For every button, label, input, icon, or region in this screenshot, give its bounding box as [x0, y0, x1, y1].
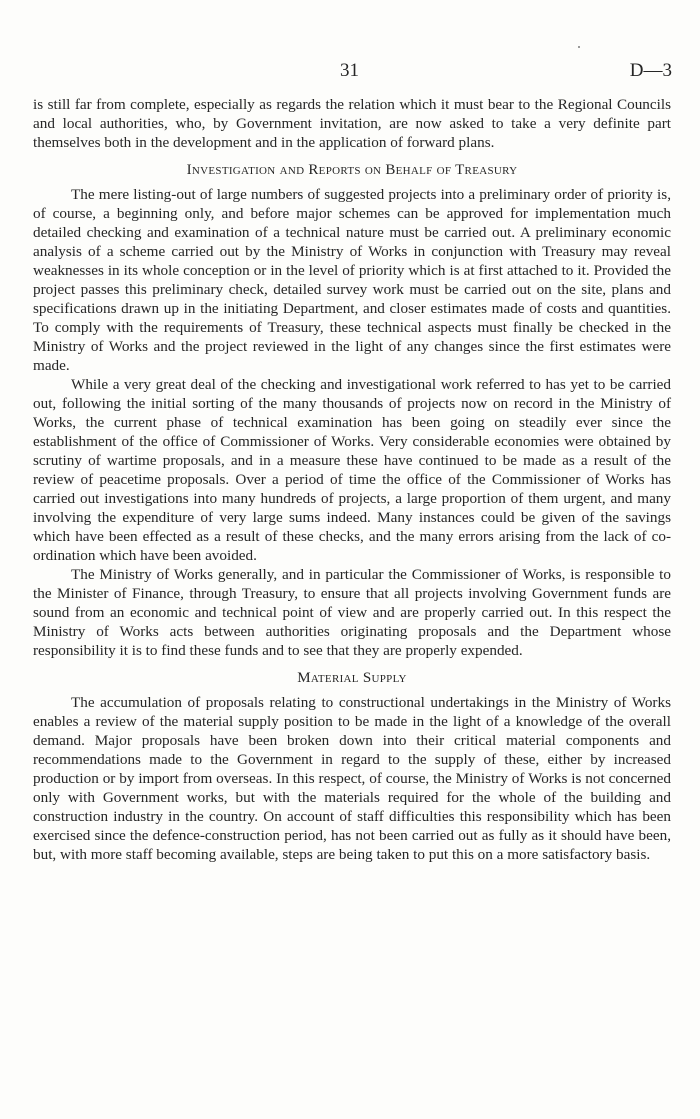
page-number: 31: [340, 60, 359, 81]
page-header: [0, 60, 700, 82]
heading-investigation: Investigation and Reports on Behalf of Treasury: [186, 162, 518, 178]
material-supply-paragraph: The accumulation of proposals relating to constructional undertakings in the Ministry of Works enables a review of the material supply position to be made in the light of a knowledge of the overall demand. Major proposals have been broken down into their critical material components and recommendations made to the Government in regard to the supply of these, either by increased production or by import from overseas. In this respect, of course, the Ministry of Works is not concerned only with Government works, but with the materials required for the whole of the building and construction industry in the country. On account of staff difficulties this responsibility which has been exercised since the defence-construction period, has not been carried out as fully as it should have been, but, with more staff becoming available, steps are being taken to put this on a more satisfactory basis.: [33, 694, 671, 863]
page-body: [33, 95, 671, 864]
investigation-paragraph-1: The mere listing-out of large numbers of suggested projects into a preliminary order of priority is, of course, a beginning only, and before major schemes can be approved for implementation much detailed checking and examination of a technical nature must be carried out. A preliminary economic analysis of a scheme carried out by the Ministry of Works in conjunction with Treasury may reveal weaknesses in its whole conception or in the level of priority which is at first attached to it. Provided the project passes this preliminary check, detailed survey work must be carried out on the site, plans and specifications drawn up in the initiating Department, and closer estimates made of costs and quantities. To comply with the requirements of Treasury, these technical aspects must finally be checked in the Ministry of Works and the project reviewed in the light of any changes since the first estimates were made.: [33, 186, 671, 374]
intro-paragraph: is still far from complete, especially as regards the relation which it must bear to the Regional Councils and local authorities, who, by Government invitation, are now asked to take a very definite part themselves both in the development and in the application of forward plans.: [33, 96, 671, 151]
investigation-paragraph-3: The Ministry of Works generally, and in particular the Commissioner of Works, is responsible to the Minister of Finance, through Treasury, to ensure that all projects involving Government funds are sound from an economic and technical point of view and are properly carried out. In this respect the Ministry of Works acts between authorities originating proposals and the Department whose responsibility it is to find these funds and to see that they are properly expended.: [33, 566, 671, 659]
margin-mark: [578, 46, 580, 48]
heading-material-supply: Material Supply: [297, 670, 407, 686]
section-code: D—3: [629, 60, 672, 81]
investigation-paragraph-2: While a very great deal of the checking and investigational work referred to has yet to be carried out, following the initial sorting of the many thousands of projects now on record in the Ministry of Works, the current phase of technical examination has been going on steadily ever since the establishment of the office of Commissioner of Works. Very considerable economies were obtained by scrutiny of wartime proposals, and in a measure these have continued to be made as a result of the review of peacetime proposals. Over a period of time the office of the Commissioner of Works has carried out investigations into many hundreds of projects, a large proportion of them urgent, and many involving the expenditure of very large sums indeed. Many instances could be given of the savings which have been effected as a result of these checks, and the many errors arising from the lack of co-ordination which have been avoided.: [33, 376, 671, 564]
